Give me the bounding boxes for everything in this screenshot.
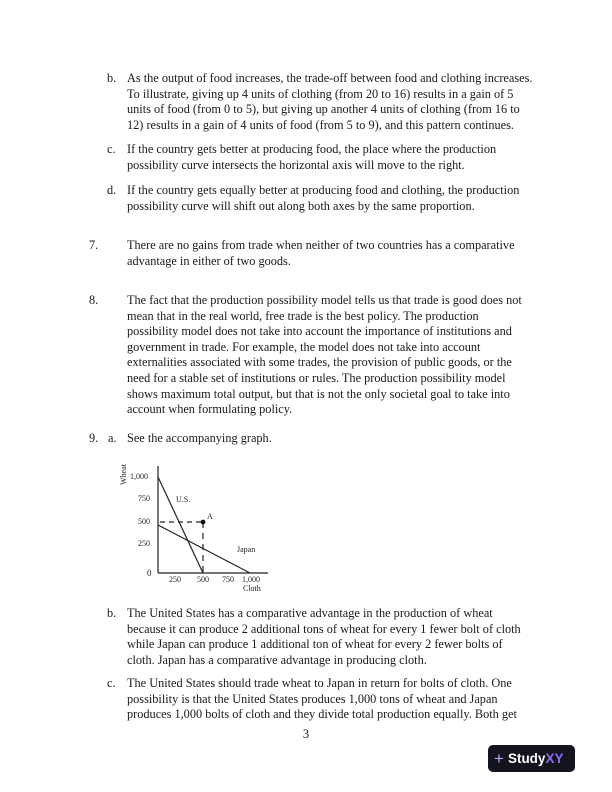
x-tick: 1,000 xyxy=(242,575,260,584)
text-line: The United States has a comparative advantage in the production of wheat xyxy=(127,606,493,620)
ppf-chart xyxy=(110,462,290,602)
text-line: 12) results in a gain of 4 units of food (from 5 to 9), and this pattern continues. xyxy=(127,117,514,132)
item-number: 7. xyxy=(89,238,99,252)
point-a-label: A xyxy=(207,512,213,521)
y-tick: 500 xyxy=(138,517,150,526)
text-line: mean that in the real world, free trade is the best policy. The production xyxy=(127,308,479,323)
text-line: while Japan can produce 1 additional ton of wheat for every 2 fewer bolts of xyxy=(127,637,503,652)
logo-text-xy: XY xyxy=(545,751,564,766)
item-number: 9. xyxy=(89,431,99,445)
item-label: c. xyxy=(107,142,116,156)
plus-icon: + xyxy=(494,749,504,768)
page-number: 3 xyxy=(302,727,310,741)
point-a-marker xyxy=(201,520,206,525)
logo-text-study: Study xyxy=(507,751,546,766)
item-number: 8. xyxy=(89,293,99,307)
text-line: advantage in either of two goods. xyxy=(127,253,291,268)
text-line: because it can produce 2 additional tons of wheat for every 1 fewer bolt of cloth xyxy=(127,621,521,636)
text-line: The fact that the production possibility model tells us that trade is good does not xyxy=(127,293,522,307)
y-tick: 750 xyxy=(138,494,150,503)
text-line: If the country gets better at producing food, the place where the production xyxy=(127,142,497,156)
y-tick: 1,000 xyxy=(130,472,148,481)
item-label: c. xyxy=(107,676,116,690)
studyxy-logo[interactable] xyxy=(488,745,575,772)
x-tick: 250 xyxy=(169,575,181,584)
text-line: The United States should trade wheat to Japan in return for bolts of cloth. One xyxy=(127,676,512,690)
text-line: possibility curve intersects the horizontal axis will move to the right. xyxy=(127,157,465,172)
text-line: need for a stable set of institutions or rules. The production possibility model xyxy=(127,370,506,385)
y-tick: 250 xyxy=(138,539,150,548)
text-line: cloth. Japan has a comparative advantage in producing cloth. xyxy=(127,652,427,667)
x-tick: 750 xyxy=(222,575,234,584)
x-axis-title: Cloth xyxy=(243,584,261,593)
text-line: shows maximum total output, but that is not the only societal goal to take into xyxy=(127,386,510,401)
item-label: a. xyxy=(108,431,117,445)
text-line: To illustrate, giving up 4 units of clothing (from 20 to 16) results in a gain of 5 xyxy=(127,86,514,101)
item-label: d. xyxy=(107,183,117,197)
item-label: b. xyxy=(107,606,117,620)
text-line: There are no gains from trade when neither of two countries has a comparative xyxy=(127,238,515,252)
us-ppf-line xyxy=(158,477,203,573)
x-tick: 500 xyxy=(197,575,209,584)
text-line: government in trade. For example, the model does not take into account xyxy=(127,339,481,354)
japan-series-label: Japan xyxy=(237,545,256,554)
text-line: possibility model does not take into account the importance of institutions and xyxy=(127,324,512,339)
text-line: units of food (from 0 to 5), but giving up another 4 units of clothing (from 16 to xyxy=(127,102,520,117)
text-line: account when formulating policy. xyxy=(127,402,293,417)
text-line: As the output of food increases, the trade-off between food and clothing increases. xyxy=(127,71,533,85)
text-line: If the country gets equally better at producing food and clothing, the production xyxy=(127,183,520,197)
text-line: possibility curve will shift out along both axes by the same proportion. xyxy=(127,198,475,213)
y-tick: 0 xyxy=(147,568,152,578)
item-label: b. xyxy=(107,71,117,85)
text-line: externalities associated with some trades, the provision of public goods, or the xyxy=(127,355,512,370)
text-line: See the accompanying graph. xyxy=(127,431,272,445)
us-series-label: U.S. xyxy=(176,495,191,504)
y-axis-title: Wheat xyxy=(118,464,128,485)
text-line: produces 1,000 bolts of cloth and they divide total production equally. Both get xyxy=(127,707,517,722)
text-line: possibility is that the United States produces 1,000 tons of wheat and Japan xyxy=(127,691,498,706)
